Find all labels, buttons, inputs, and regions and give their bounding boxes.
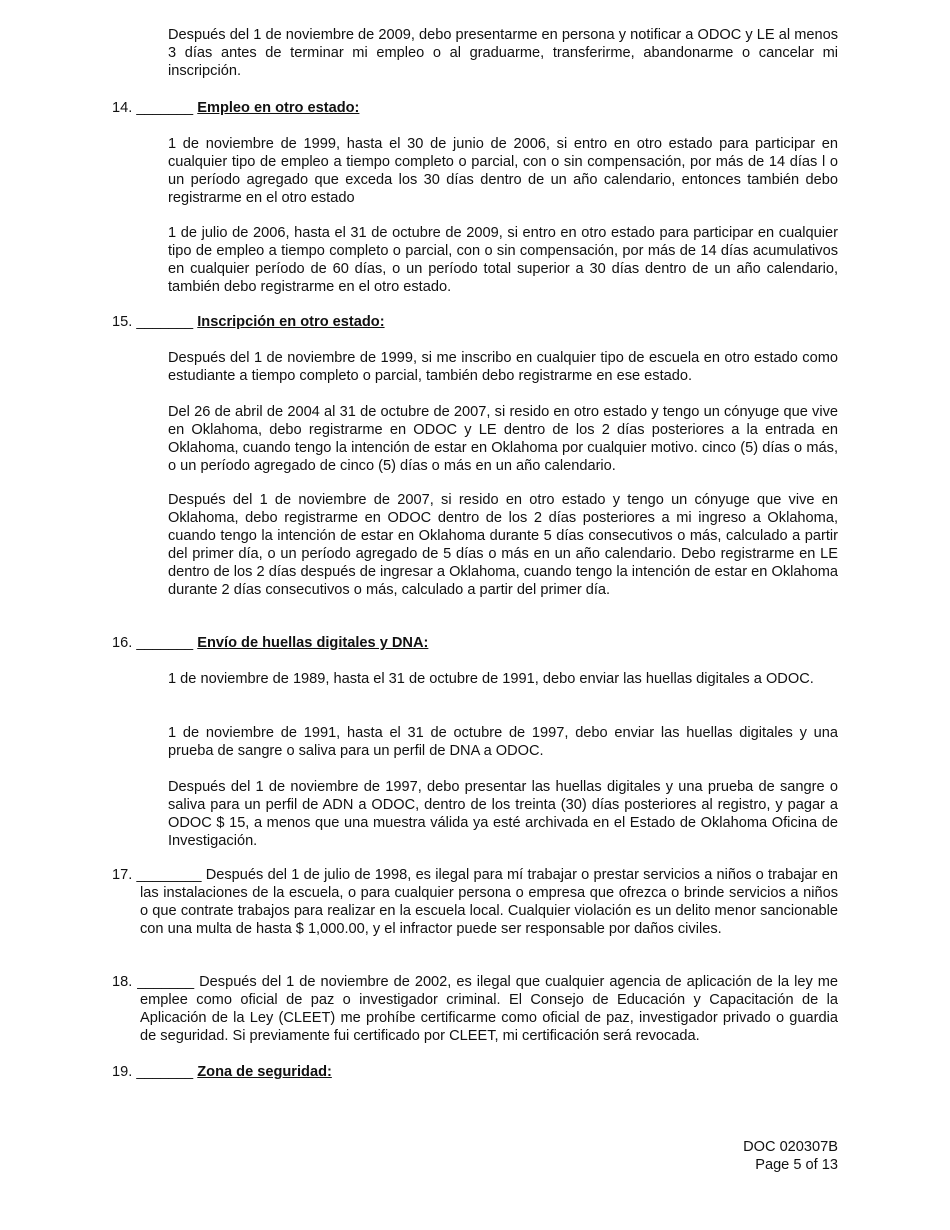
item-number: 17. [112,867,133,883]
item-16-paragraph-1: 1 de noviembre de 1989, hasta el 31 de octubre de 1991, debo enviar las huellas digitales a ODOC. [168,671,814,687]
initials-blank: _______ [136,1064,194,1080]
item-16-paragraph-2: 1 de noviembre de 1991, hasta el 31 de octubre de 1997, debo enviar las huellas digitales y una prueba de sangre o saliva para un perfil de DNA a ODOC. [168,725,838,759]
item-number: 18. [112,974,133,990]
page-footer [743,1138,838,1174]
page-number: Page 5 of 13 [755,1157,838,1173]
doc-code: DOC 020307B [743,1139,838,1155]
item-14-heading [112,99,838,117]
initials-blank: _______ [136,635,194,651]
item-18 [112,973,838,1045]
intro-paragraph: Después del 1 de noviembre de 2009, debo presentarme en persona y notificar a ODOC y LE al menos 3 días antes de terminar mi empleo o al graduarme, transferirme, abandonarme o cancelar mi inscripción. [168,27,838,79]
item-number: 14. [112,100,133,116]
initials-blank: _______ [136,314,194,330]
item-text: Después del 1 de julio de 1998, es ilegal para mí trabajar o prestar servicios a niños o trabajar en las instalaciones de la escuela, o para cualquier persona o empresa que ofrezca o brinde servicios a niños o que contrate trabajos para realizar en la escuela local. Cualquier violación es un delito menor sancionable con una multa de hasta $ 1,000.00, y el infractor puede ser responsable por daños civiles. [140,867,838,937]
initials-blank: _______ [136,100,194,116]
item-17 [112,866,838,938]
item-16-heading [112,634,838,652]
item-number: 15. [112,314,133,330]
item-15-heading [112,313,838,331]
item-15-paragraph-2: Del 26 de abril de 2004 al 31 de octubre de 2007, si resido en otro estado y tengo un cónyuge que vive en Oklahoma, debo registrarme en ODOC y LE dentro de los 2 días posteriores a la entrada en Oklahoma, cuando tengo la intención de estar en Oklahoma por cualquier motivo. cinco (5) días o más, o un período agregado de cinco (5) días o más en un año calendario. [168,404,838,474]
item-16-paragraph-3: Después del 1 de noviembre de 1997, debo presentar las huellas digitales y una prueba de sangre o saliva para un perfil de ADN a ODOC, dentro de los treinta (30) días posteriores al registro, y pagar a ODOC $ 15, a menos que una muestra válida ya esté archivada en el Estado de Oklahoma Oficina de Investigación. [168,779,838,849]
item-text: Después del 1 de noviembre de 2002, es ilegal que cualquier agencia de aplicación de la ley me emplee como oficial de paz o investigador criminal. El Consejo de Educación y Capacitación de la Aplicación de la Ley (CLEET) me prohíbe certificarme como oficial de paz, investigador privado o guardia de seguridad. Si previamente fui certificado por CLEET, mi certificación será revocada. [140,974,839,1044]
item-title: Empleo en otro estado: [197,100,360,116]
item-title: Envío de huellas digitales y DNA: [197,635,429,651]
initials-blank: _______ [137,974,195,990]
item-number: 16. [112,635,133,651]
initials-blank: ________ [136,867,202,883]
item-14-paragraph-1: 1 de noviembre de 1999, hasta el 30 de junio de 2006, si entro en otro estado para participar en cualquier tipo de empleo a tiempo completo o parcial, con o sin compensación, por más de 14 días l o un período agregado que exceda los 30 días dentro de un año calendario, entonces también debo registrarme en el otro estado [168,136,838,206]
item-19-heading [112,1063,838,1081]
item-15-paragraph-1: Después del 1 de noviembre de 1999, si me inscribo en cualquier tipo de escuela en otro estado como estudiante a tiempo completo o parcial, también debo registrarme en ese estado. [168,350,838,384]
item-number: 19. [112,1064,133,1080]
item-title: Inscripción en otro estado: [197,314,385,330]
item-15-paragraph-3: Después del 1 de noviembre de 2007, si resido en otro estado y tengo un cónyuge que vive en Oklahoma, debo registrarme en ODOC dentro de los 2 días posteriores a mi ingreso a Oklahoma, cuando tengo la intención de estar en Oklahoma durante 5 días consecutivos o más, calculado a partir del primer día, o un período agregado de 5 días o más en un año calendario. Debo registrarme en LE dentro de los 2 días después de ingresar a Oklahoma, cuando tengo la intención de estar en Oklahoma durante 2 días consecutivos o más, calculado a partir del primer día. [168,492,838,598]
item-title: Zona de seguridad: [197,1064,332,1080]
item-14-paragraph-2: 1 de julio de 2006, hasta el 31 de octubre de 2009, si entro en otro estado para participar en cualquier tipo de empleo a tiempo completo o parcial, con o sin compensación, por más de 14 días acumulativos en cualquier período de 60 días, o un período total superior a 30 días dentro de un año calendario, también debo registrarme en el otro estado. [168,225,838,295]
